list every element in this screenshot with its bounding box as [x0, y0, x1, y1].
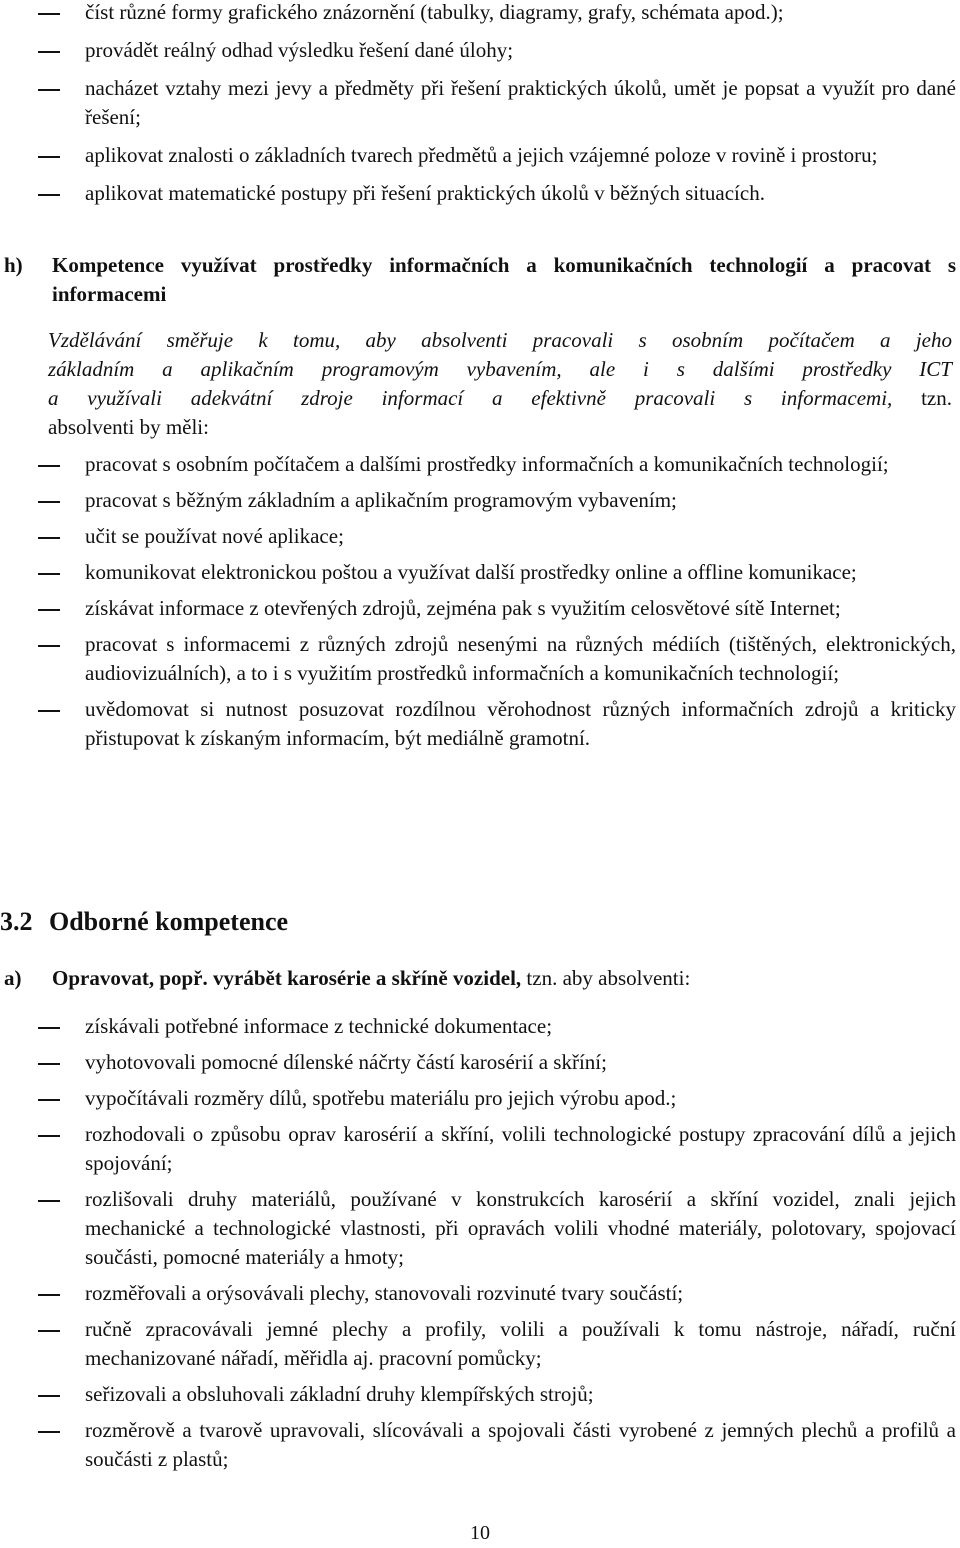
- list-item: nacházet vztahy mezi jevy a předměty při řešení praktických úkolů, umět je popsat a využít pro dané řešení;: [0, 74, 960, 132]
- section-suffix: tzn. aby absolventi:: [521, 966, 691, 990]
- list-item: uvědomovat si nutnost posuzovat rozdílnou věrohodnost různých informačních zdrojů a kriticky přistupovat k získaným informacím, být mediálně gramotní.: [0, 695, 960, 753]
- top-bullet-list: [0, 0, 960, 208]
- intro-line-3: [48, 384, 956, 413]
- section-title: Opravovat, popř. vyrábět karosérie a skříně vozidel,: [52, 966, 522, 990]
- list-item: vypočítávali rozměry dílů, spotřebu materiálu pro jejich výrobu apod.;: [0, 1084, 960, 1113]
- top-list-block: [0, 0, 960, 208]
- section-a-bullet-list: [0, 1012, 960, 1474]
- chapter-title-row: [0, 906, 960, 938]
- list-item: aplikovat znalosti o základních tvarech předmětů a jejich vzájemné poloze v rovině i prostoru;: [0, 141, 960, 170]
- list-item: komunikovat elektronickou poštou a využívat další prostředky online a offline komunikace;: [0, 558, 960, 587]
- list-item: rozhodovali o způsobu oprav karosérií a skříní, volili technologické postupy zpracování dílů a jejich spojování;: [0, 1120, 960, 1178]
- list-item: rozlišovali druhy materiálů, používané v konstrukcích karosérií a skříní vozidel, znali jejich mechanické a technologické vlastnosti, při opravách volili vhodné materiály, polotovary, spojovací součásti, pomocné materiály a hmoty;: [0, 1185, 960, 1272]
- list-item: získávat informace z otevřených zdrojů, zejména pak s využitím celosvětové sítě Internet;: [0, 594, 960, 623]
- section-letter: a): [4, 966, 22, 990]
- list-item: seřizovali a obsluhovali základní druhy klempířských strojů;: [0, 1380, 960, 1409]
- list-item: rozměřovali a orýsovávali plechy, stanovovali rozvinuté tvary součástí;: [0, 1279, 960, 1308]
- list-item: rozměrově a tvarově upravovali, slícovávali a spojovali části vyrobené z jemných plechů a profilů a součásti z plastů;: [0, 1416, 960, 1474]
- chapter-title: Odborné kompetence: [49, 907, 289, 936]
- intro-tzn: tzn.: [921, 386, 952, 410]
- section-h-heading: [4, 251, 960, 309]
- page-number: 10: [470, 1522, 490, 1544]
- section-a-heading: [4, 964, 960, 993]
- list-item: učit se používat nové aplikace;: [0, 522, 960, 551]
- list-item: číst různé formy grafického znázornění (tabulky, diagramy, grafy, schémata apod.);: [0, 0, 960, 27]
- section-a-title-wrap: [52, 964, 690, 993]
- intro-line: základním a aplikačním programovým vybavením, ale i s dalšími prostředky ICT: [48, 357, 952, 381]
- chapter-heading: [0, 906, 960, 938]
- list-item: aplikovat matematické postupy při řešení praktických úkolů v běžných situacích.: [0, 179, 960, 208]
- section-h-list-block: [0, 450, 960, 753]
- section-h-bullet-list: [0, 450, 960, 753]
- list-item: pracovat s osobním počítačem a dalšími prostředky informačních a komunikačních technologií;: [0, 450, 960, 479]
- list-item: vyhotovovali pomocné dílenské náčrty částí karosérií a skříní;: [0, 1048, 960, 1077]
- intro-line-4: absolventi by měli:: [48, 415, 209, 439]
- list-item: získávali potřebné informace z technické dokumentace;: [0, 1012, 960, 1041]
- intro-line: Vzdělávání směřuje k tomu, aby absolventi pracovali s osobním počítačem a jeho: [48, 328, 952, 352]
- list-item: pracovat s informacemi z různých zdrojů nesenými na různých médiích (tištěných, elektronických, audiovizuálních), a to i s využitím prostředků informačních a komunikačních technologií;: [0, 630, 960, 688]
- chapter-number: 3.2: [0, 907, 33, 936]
- list-item: ručně zpracovávali jemné plechy a profily, volili a používali k tomu nástroje, nářadí, ruční mechanizované nářadí, měřidla aj. pracovní pomůcky;: [0, 1315, 960, 1373]
- section-title: Kompetence využívat prostředky informačních a komunikačních technologií a pracovat s informacemi: [52, 253, 956, 306]
- list-item: pracovat s běžným základním a aplikačním programovým vybavením;: [0, 486, 960, 515]
- intro-line-italic: a využívali adekvátní zdroje informací a efektivně pracovali s informacemi,: [48, 386, 893, 410]
- section-h: [4, 251, 960, 309]
- section-h-intro: [48, 326, 956, 413]
- section-a-list-block: [0, 1012, 960, 1474]
- section-letter: h): [4, 253, 23, 277]
- list-item: provádět reálný odhad výsledku řešení dané úlohy;: [0, 36, 960, 65]
